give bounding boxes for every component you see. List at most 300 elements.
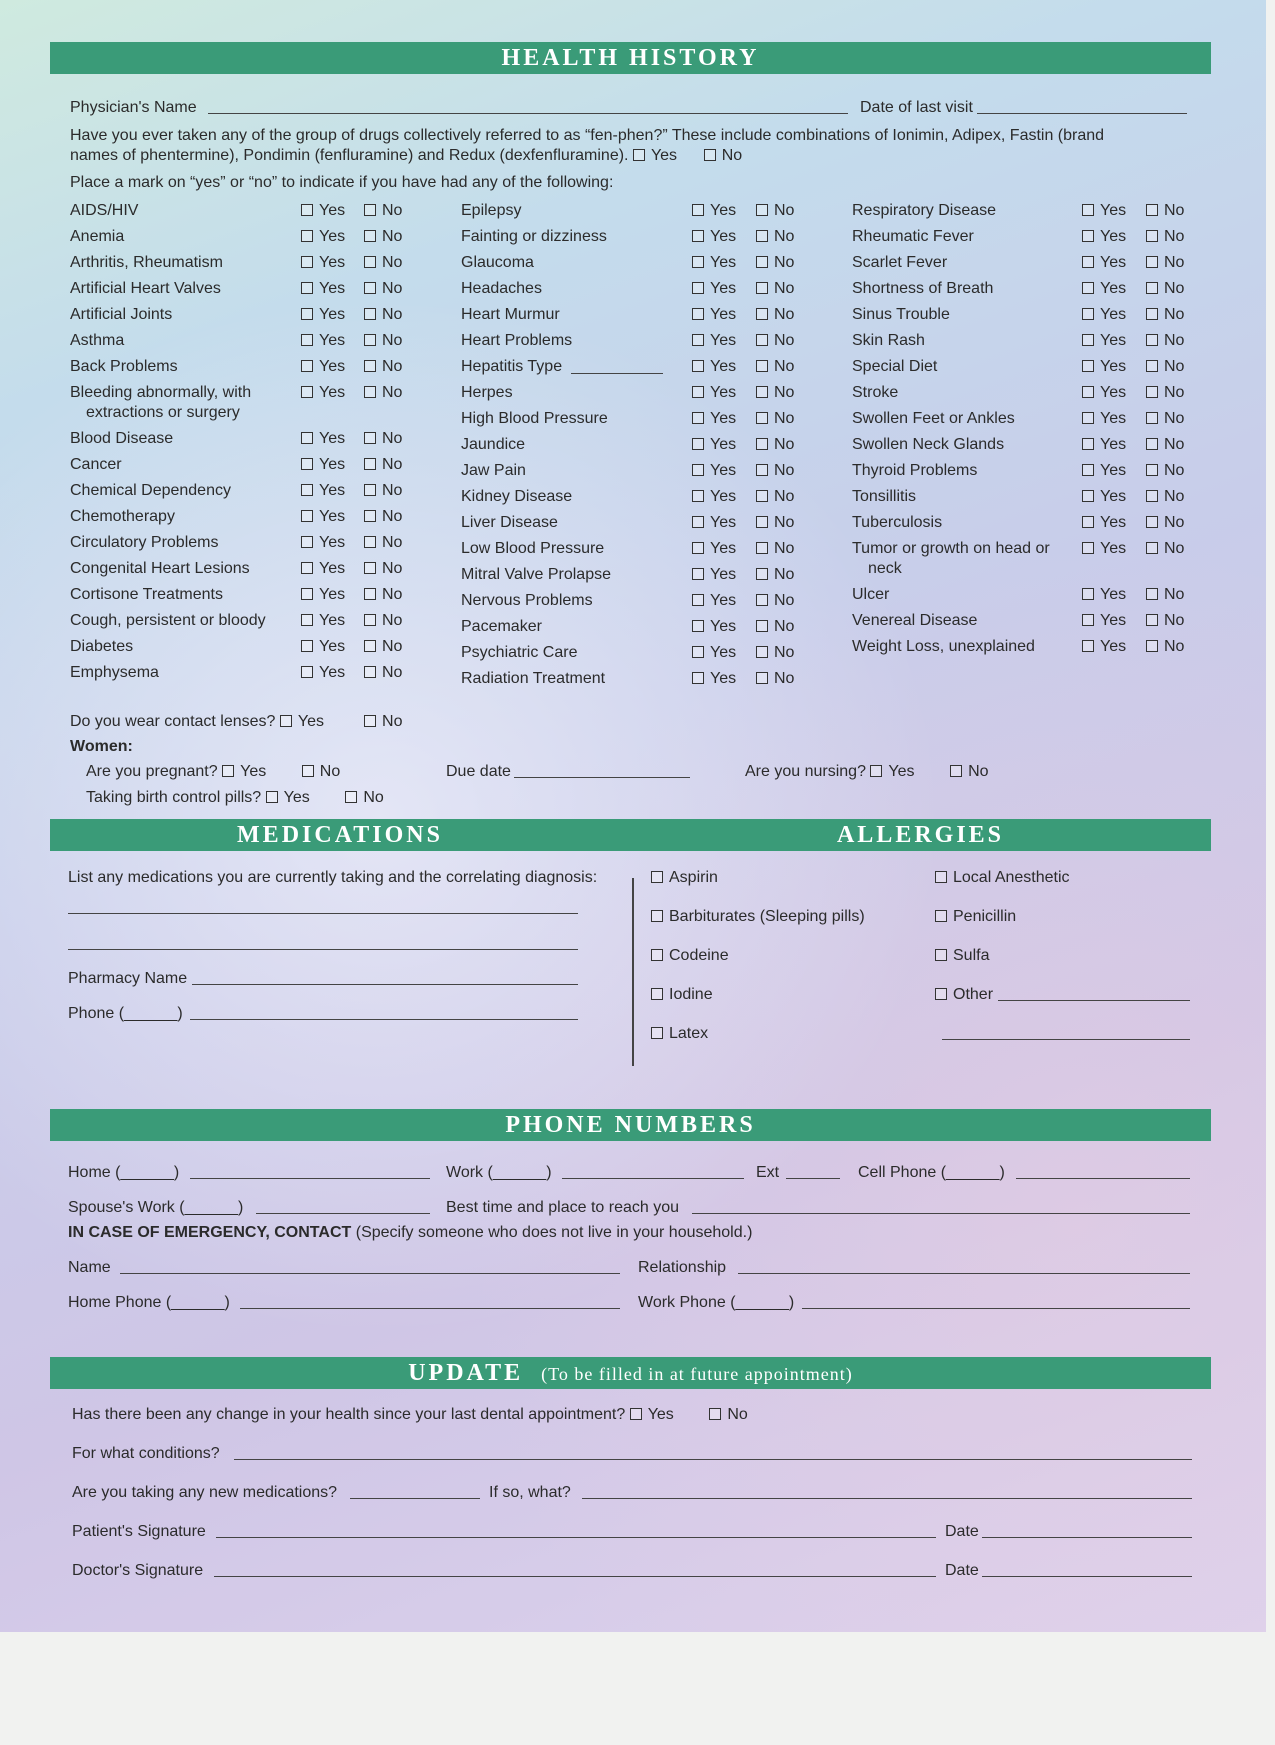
emphysema-no-checkbox[interactable] [364,666,376,678]
yes-label: Yes [710,618,737,635]
no-label: No [382,560,403,577]
venereal-disease-yes-checkbox[interactable] [1082,614,1094,626]
skin-rash-no-option[interactable] [1146,331,1184,350]
no-label: No [1164,540,1185,557]
fainting-or-dizziness-no-option[interactable] [756,227,794,246]
condition-label-chemical-dependency: Chemical Dependency [70,482,231,499]
contacts-yes-checkbox[interactable] [280,715,292,727]
congenital-heart-lesions-yes-option[interactable] [301,559,345,578]
doctor-signature-field[interactable] [214,1576,936,1577]
back-problems-no-checkbox[interactable] [364,360,376,372]
last-visit-field[interactable] [977,113,1187,114]
allergy-codeine[interactable] [651,946,729,965]
shortness-of-breath-no-checkbox[interactable] [1146,282,1158,294]
hepatitis-type-yes-option[interactable] [692,357,736,376]
special-diet-no-option[interactable] [1146,357,1184,376]
allergy-local-anesthetic-checkbox[interactable] [935,871,947,883]
conditions-field[interactable] [234,1459,1192,1460]
tonsillitis-no-checkbox[interactable] [1146,490,1158,502]
liver-disease-no-checkbox[interactable] [756,516,768,528]
best-time-field[interactable] [692,1213,1190,1214]
condition-label-special-diet: Special Diet [852,358,938,375]
emergency-home-phone-field[interactable] [240,1308,620,1309]
jaundice-yes-option[interactable] [692,435,736,454]
mitral-valve-prolapse-no-option[interactable] [756,565,794,584]
doctor-date-label: Date [945,1562,979,1579]
chemotherapy-no-option[interactable] [364,507,402,526]
cancer-yes-checkbox[interactable] [301,458,313,470]
allergy-aspirin-checkbox[interactable] [651,871,663,883]
congenital-heart-lesions-yes-checkbox[interactable] [301,562,313,574]
new-medications-field[interactable] [350,1498,480,1499]
low-blood-pressure-yes-option[interactable] [692,539,736,558]
sinus-trouble-no-checkbox[interactable] [1146,308,1158,320]
no-label: No [774,228,795,245]
tumor-or-growth-on-head-or-no-option[interactable] [1146,539,1184,558]
aids-hiv-no-option[interactable] [364,201,402,220]
emphysema-yes-option[interactable] [301,663,345,682]
high-blood-pressure-yes-option[interactable] [692,409,736,428]
respiratory-disease-no-option[interactable] [1146,201,1184,220]
allergy-latex-checkbox[interactable] [651,1027,663,1039]
hepatitis-type-field[interactable] [571,373,663,374]
allergy-other-field-2[interactable] [942,1039,1190,1040]
medications-field-1[interactable] [68,913,578,914]
bleeding-abnormally-with-no-checkbox[interactable] [364,386,376,398]
emergency-work-phone-field[interactable] [802,1308,1190,1309]
special-diet-no-checkbox[interactable] [1146,360,1158,372]
liver-disease-yes-checkbox[interactable] [692,516,704,528]
liver-disease-no-option[interactable] [756,513,794,532]
artificial-joints-yes-checkbox[interactable] [301,308,313,320]
skin-rash-yes-option[interactable] [1082,331,1126,350]
circulatory-problems-no-option[interactable] [364,533,402,552]
due-date-field[interactable] [514,777,690,778]
jaundice-no-option[interactable] [756,435,794,454]
heart-problems-yes-option[interactable] [692,331,736,350]
condition-label-anemia: Anemia [70,228,125,245]
psychiatric-care-yes-option[interactable] [692,643,736,662]
cortisone-treatments-yes-option[interactable] [301,585,345,604]
rheumatic-fever-yes-option[interactable] [1082,227,1126,246]
thyroid-problems-yes-checkbox[interactable] [1082,464,1094,476]
pacemaker-yes-checkbox[interactable] [692,620,704,632]
circulatory-problems-yes-checkbox[interactable] [301,536,313,548]
if-so-field[interactable] [582,1498,1192,1499]
herpes-yes-option[interactable] [692,383,736,402]
circulatory-problems-no-checkbox[interactable] [364,536,376,548]
ulcer-no-checkbox[interactable] [1146,588,1158,600]
yes-label: Yes [647,1406,674,1423]
pregnant-no-checkbox[interactable] [302,765,314,777]
arthritis-rheumatism-yes-option[interactable] [301,253,345,272]
cortisone-treatments-no-checkbox[interactable] [364,588,376,600]
mitral-valve-prolapse-yes-option[interactable] [692,565,736,584]
birth-control-yes-checkbox[interactable] [266,791,278,803]
venereal-disease-yes-option[interactable] [1082,611,1126,630]
swollen-feet-or-ankles-no-option[interactable] [1146,409,1184,428]
special-diet-yes-option[interactable] [1082,357,1126,376]
cancer-no-option[interactable] [364,455,402,474]
cancer-no-checkbox[interactable] [364,458,376,470]
condition-label-extractions-or-surgery: extractions or surgery [86,404,240,421]
ulcer-yes-checkbox[interactable] [1082,588,1094,600]
allergy-barbiturates-sleeping-pills-checkbox[interactable] [651,910,663,922]
diabetes-no-checkbox[interactable] [364,640,376,652]
chemotherapy-no-checkbox[interactable] [364,510,376,522]
fainting-or-dizziness-yes-checkbox[interactable] [692,230,704,242]
allergy-codeine-checkbox[interactable] [651,949,663,961]
yes-label: Yes [319,228,346,245]
nervous-problems-yes-option[interactable] [692,591,736,610]
pregnant-yes-checkbox[interactable] [222,765,234,777]
respiratory-disease-yes-checkbox[interactable] [1082,204,1094,216]
psychiatric-care-no-option[interactable] [756,643,794,662]
weight-loss-unexplained-yes-checkbox[interactable] [1082,640,1094,652]
tuberculosis-no-option[interactable] [1146,513,1184,532]
nervous-problems-yes-checkbox[interactable] [692,594,704,606]
pacemaker-yes-option[interactable] [692,617,736,636]
back-problems-yes-option[interactable] [301,357,345,376]
rheumatic-fever-no-checkbox[interactable] [1146,230,1158,242]
swollen-neck-glands-yes-option[interactable] [1082,435,1126,454]
cough-persistent-or-bloody-yes-option[interactable] [301,611,345,630]
allergy-other-field[interactable] [998,1000,1190,1001]
pacemaker-no-checkbox[interactable] [756,620,768,632]
high-blood-pressure-yes-checkbox[interactable] [692,412,704,424]
headaches-no-option[interactable] [756,279,794,298]
yes-label: Yes [1100,612,1127,629]
skin-rash-yes-checkbox[interactable] [1082,334,1094,346]
hepatitis-type-no-option[interactable] [756,357,794,376]
patient-signature-field[interactable] [216,1537,936,1538]
blood-disease-yes-option[interactable] [301,429,345,448]
jaw-pain-no-option[interactable] [756,461,794,480]
birth-control-no-checkbox[interactable] [345,791,357,803]
artificial-joints-no-checkbox[interactable] [364,308,376,320]
emphysema-no-option[interactable] [364,663,402,682]
venereal-disease-no-option[interactable] [1146,611,1184,630]
liver-disease-yes-option[interactable] [692,513,736,532]
swollen-neck-glands-no-checkbox[interactable] [1146,438,1158,450]
contacts-label: Do you wear contact lenses? [70,713,276,730]
health-history-banner [50,42,1211,74]
jaw-pain-yes-option[interactable] [692,461,736,480]
psychiatric-care-no-checkbox[interactable] [756,646,768,658]
allergy-latex[interactable] [651,1024,708,1043]
arthritis-rheumatism-yes-checkbox[interactable] [301,256,313,268]
tonsillitis-yes-checkbox[interactable] [1082,490,1094,502]
skin-rash-no-checkbox[interactable] [1146,334,1158,346]
allergy-iodine[interactable] [651,985,713,1004]
epilepsy-yes-option[interactable] [692,201,736,220]
nursing-no-checkbox[interactable] [950,765,962,777]
high-blood-pressure-no-checkbox[interactable] [756,412,768,424]
kidney-disease-no-checkbox[interactable] [756,490,768,502]
health-change-yes-checkbox[interactable] [630,1408,642,1420]
weight-loss-unexplained-no-option[interactable] [1146,637,1184,656]
congenital-heart-lesions-no-checkbox[interactable] [364,562,376,574]
back-problems-no-option[interactable] [364,357,402,376]
jaw-pain-yes-checkbox[interactable] [692,464,704,476]
glaucoma-no-checkbox[interactable] [756,256,768,268]
psychiatric-care-yes-checkbox[interactable] [692,646,704,658]
bleeding-abnormally-with-yes-option[interactable] [301,383,345,402]
sinus-trouble-yes-checkbox[interactable] [1082,308,1094,320]
high-blood-pressure-no-option[interactable] [756,409,794,428]
nervous-problems-no-option[interactable] [756,591,794,610]
sinus-trouble-yes-option[interactable] [1082,305,1126,324]
contacts-no-checkbox[interactable] [364,715,376,727]
home-phone-field[interactable] [190,1178,430,1179]
radiation-treatment-yes-option[interactable] [692,669,736,688]
rheumatic-fever-yes-checkbox[interactable] [1082,230,1094,242]
allergy-iodine-checkbox[interactable] [651,988,663,1000]
heart-problems-no-checkbox[interactable] [756,334,768,346]
spouse-work-field[interactable] [256,1213,430,1214]
blood-disease-no-option[interactable] [364,429,402,448]
condition-label-skin-rash: Skin Rash [852,332,925,349]
swollen-feet-or-ankles-yes-checkbox[interactable] [1082,412,1094,424]
artificial-heart-valves-yes-option[interactable] [301,279,345,298]
artificial-heart-valves-no-checkbox[interactable] [364,282,376,294]
weight-loss-unexplained-no-checkbox[interactable] [1146,640,1158,652]
nervous-problems-no-checkbox[interactable] [756,594,768,606]
bleeding-abnormally-with-yes-checkbox[interactable] [301,386,313,398]
cortisone-treatments-no-option[interactable] [364,585,402,604]
back-problems-yes-checkbox[interactable] [301,360,313,372]
tumor-or-growth-on-head-or-no-checkbox[interactable] [1146,542,1158,554]
scarlet-fever-yes-checkbox[interactable] [1082,256,1094,268]
tuberculosis-yes-checkbox[interactable] [1082,516,1094,528]
thyroid-problems-no-checkbox[interactable] [1146,464,1158,476]
condition-label-heart-problems: Heart Problems [461,332,573,349]
scarlet-fever-no-option[interactable] [1146,253,1184,272]
shortness-of-breath-yes-checkbox[interactable] [1082,282,1094,294]
swollen-feet-or-ankles-yes-option[interactable] [1082,409,1126,428]
circulatory-problems-yes-option[interactable] [301,533,345,552]
emergency-name-field[interactable] [120,1273,620,1274]
condition-label-heart-murmur: Heart Murmur [461,306,560,323]
thyroid-problems-yes-option[interactable] [1082,461,1126,480]
blood-disease-no-checkbox[interactable] [364,432,376,444]
congenital-heart-lesions-no-option[interactable] [364,559,402,578]
anemia-no-checkbox[interactable] [364,230,376,242]
fenphen-yes-checkbox[interactable] [633,149,645,161]
radiation-treatment-no-option[interactable] [756,669,794,688]
artificial-heart-valves-no-option[interactable] [364,279,402,298]
cell-phone-field[interactable] [1016,1178,1190,1179]
medications-field-2[interactable] [68,949,578,950]
aids-hiv-no-checkbox[interactable] [364,204,376,216]
herpes-no-checkbox[interactable] [756,386,768,398]
allergy-barbiturates-sleeping-pills[interactable] [651,907,865,926]
fenphen-no-checkbox[interactable] [704,149,716,161]
chemical-dependency-yes-option[interactable] [301,481,345,500]
allergy-label: Latex [669,1025,709,1042]
asthma-no-checkbox[interactable] [364,334,376,346]
kidney-disease-yes-option[interactable] [692,487,736,506]
anemia-no-option[interactable] [364,227,402,246]
physician-name-field[interactable] [208,113,848,114]
no-label: No [382,713,403,730]
allergy-aspirin[interactable] [651,868,718,887]
work-phone-field[interactable] [562,1178,744,1179]
allergy-sulfa-checkbox[interactable] [935,949,947,961]
rheumatic-fever-no-option[interactable] [1146,227,1184,246]
kidney-disease-no-option[interactable] [756,487,794,506]
shortness-of-breath-no-option[interactable] [1146,279,1184,298]
chemical-dependency-no-option[interactable] [364,481,402,500]
tuberculosis-no-checkbox[interactable] [1146,516,1158,528]
diabetes-yes-option[interactable] [301,637,345,656]
ulcer-no-option[interactable] [1146,585,1184,604]
condition-label-tumor-or-growth-on-head-or: Tumor or growth on head or [852,540,1050,557]
emphysema-yes-checkbox[interactable] [301,666,313,678]
hepatitis-type-no-checkbox[interactable] [756,360,768,372]
patient-date-field[interactable] [982,1537,1192,1538]
anemia-yes-option[interactable] [301,227,345,246]
epilepsy-yes-checkbox[interactable] [692,204,704,216]
aids-hiv-yes-checkbox[interactable] [301,204,313,216]
special-diet-yes-checkbox[interactable] [1082,360,1094,372]
jaw-pain-no-checkbox[interactable] [756,464,768,476]
herpes-no-option[interactable] [756,383,794,402]
mitral-valve-prolapse-yes-checkbox[interactable] [692,568,704,580]
stroke-no-option[interactable] [1146,383,1184,402]
pharmacy-phone-field[interactable] [190,1019,578,1020]
heart-murmur-no-option[interactable] [756,305,794,324]
fainting-or-dizziness-no-checkbox[interactable] [756,230,768,242]
artificial-joints-yes-option[interactable] [301,305,345,324]
glaucoma-yes-checkbox[interactable] [692,256,704,268]
mitral-valve-prolapse-no-checkbox[interactable] [756,568,768,580]
tumor-or-growth-on-head-or-yes-option[interactable] [1082,539,1126,558]
stroke-no-checkbox[interactable] [1146,386,1158,398]
heart-problems-yes-checkbox[interactable] [692,334,704,346]
pharmacy-name-field[interactable] [192,984,578,985]
tonsillitis-yes-option[interactable] [1082,487,1126,506]
health-change-no-checkbox[interactable] [709,1408,721,1420]
headaches-no-checkbox[interactable] [756,282,768,294]
headaches-yes-option[interactable] [692,279,736,298]
hepatitis-type-yes-checkbox[interactable] [692,360,704,372]
doctor-date-field[interactable] [982,1576,1192,1577]
allergy-local-anesthetic[interactable] [935,868,1070,887]
arthritis-rheumatism-no-checkbox[interactable] [364,256,376,268]
tumor-or-growth-on-head-or-yes-checkbox[interactable] [1082,542,1094,554]
chemical-dependency-yes-checkbox[interactable] [301,484,313,496]
radiation-treatment-yes-checkbox[interactable] [692,672,704,684]
respiratory-disease-yes-option[interactable] [1082,201,1126,220]
allergy-sulfa[interactable] [935,946,989,965]
asthma-yes-checkbox[interactable] [301,334,313,346]
arthritis-rheumatism-no-option[interactable] [364,253,402,272]
heart-murmur-yes-checkbox[interactable] [692,308,704,320]
swollen-neck-glands-yes-checkbox[interactable] [1082,438,1094,450]
ulcer-yes-option[interactable] [1082,585,1126,604]
stroke-yes-option[interactable] [1082,383,1126,402]
respiratory-disease-no-checkbox[interactable] [1146,204,1158,216]
asthma-yes-option[interactable] [301,331,345,350]
epilepsy-no-checkbox[interactable] [756,204,768,216]
thyroid-problems-no-option[interactable] [1146,461,1184,480]
diabetes-no-option[interactable] [364,637,402,656]
sinus-trouble-no-option[interactable] [1146,305,1184,324]
swollen-feet-or-ankles-no-checkbox[interactable] [1146,412,1158,424]
fainting-or-dizziness-yes-option[interactable] [692,227,736,246]
kidney-disease-yes-checkbox[interactable] [692,490,704,502]
cough-persistent-or-bloody-no-option[interactable] [364,611,402,630]
relationship-field[interactable] [738,1273,1190,1274]
anemia-yes-checkbox[interactable] [301,230,313,242]
jaundice-yes-checkbox[interactable] [692,438,704,450]
ext-field[interactable] [786,1178,840,1179]
chemotherapy-yes-checkbox[interactable] [301,510,313,522]
allergy-other[interactable] [935,985,993,1004]
condition-label-scarlet-fever: Scarlet Fever [852,254,948,271]
heart-murmur-no-checkbox[interactable] [756,308,768,320]
aids-hiv-yes-option[interactable] [301,201,345,220]
diabetes-yes-checkbox[interactable] [301,640,313,652]
low-blood-pressure-no-checkbox[interactable] [756,542,768,554]
allergy-penicillin-checkbox[interactable] [935,910,947,922]
chemical-dependency-no-checkbox[interactable] [364,484,376,496]
swollen-neck-glands-no-option[interactable] [1146,435,1184,454]
bleeding-abnormally-with-no-option[interactable] [364,383,402,402]
headaches-yes-checkbox[interactable] [692,282,704,294]
ext-label: Ext [756,1164,780,1181]
cough-persistent-or-bloody-yes-checkbox[interactable] [301,614,313,626]
stroke-yes-checkbox[interactable] [1082,386,1094,398]
artificial-joints-no-option[interactable] [364,305,402,324]
artificial-heart-valves-yes-checkbox[interactable] [301,282,313,294]
herpes-yes-checkbox[interactable] [692,386,704,398]
heart-murmur-yes-option[interactable] [692,305,736,324]
low-blood-pressure-yes-checkbox[interactable] [692,542,704,554]
weight-loss-unexplained-yes-option[interactable] [1082,637,1126,656]
scarlet-fever-yes-option[interactable] [1082,253,1126,272]
cortisone-treatments-yes-checkbox[interactable] [301,588,313,600]
allergy-penicillin[interactable] [935,907,1016,926]
venereal-disease-no-checkbox[interactable] [1146,614,1158,626]
cancer-yes-option[interactable] [301,455,345,474]
doctor-signature-label: Doctor's Signature [72,1562,204,1579]
tuberculosis-yes-option[interactable] [1082,513,1126,532]
epilepsy-no-option[interactable] [756,201,794,220]
radiation-treatment-no-checkbox[interactable] [756,672,768,684]
no-label: No [382,456,403,473]
scarlet-fever-no-checkbox[interactable] [1146,256,1158,268]
asthma-no-option[interactable] [364,331,402,350]
glaucoma-no-option[interactable] [756,253,794,272]
cough-persistent-or-bloody-no-checkbox[interactable] [364,614,376,626]
condition-label-kidney-disease: Kidney Disease [461,488,573,505]
allergy-other-checkbox[interactable] [935,988,947,1000]
yes-label: Yes [710,202,737,219]
shortness-of-breath-yes-option[interactable] [1082,279,1126,298]
yes-label: Yes [319,202,346,219]
glaucoma-yes-option[interactable] [692,253,736,272]
nursing-yes-checkbox[interactable] [870,765,882,777]
blood-disease-yes-checkbox[interactable] [301,432,313,444]
chemotherapy-yes-option[interactable] [301,507,345,526]
heart-problems-no-option[interactable] [756,331,794,350]
tonsillitis-no-option[interactable] [1146,487,1184,506]
low-blood-pressure-no-option[interactable] [756,539,794,558]
jaundice-no-checkbox[interactable] [756,438,768,450]
pacemaker-no-option[interactable] [756,617,794,636]
